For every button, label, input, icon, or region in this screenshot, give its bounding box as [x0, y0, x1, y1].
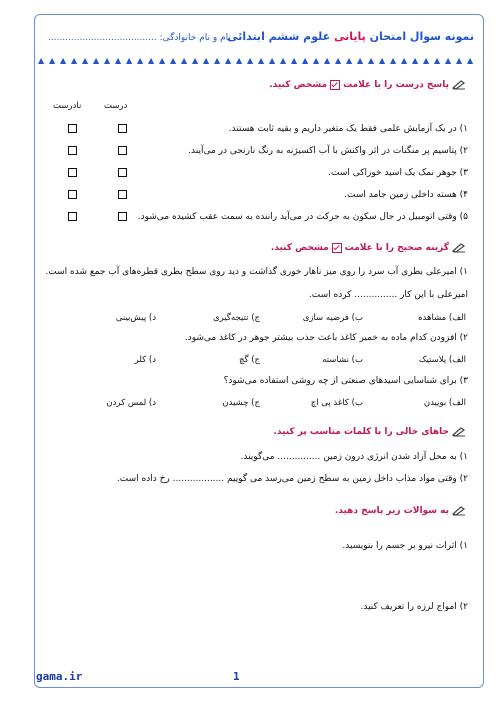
- pen-icon: [452, 505, 466, 516]
- page-frame: [34, 14, 484, 688]
- arrow-glyph: ▲: [412, 56, 419, 65]
- arrow-glyph: ▲: [346, 56, 353, 65]
- arrow-glyph: ▲: [104, 56, 111, 65]
- arrow-divider: [38, 56, 480, 72]
- arrow-glyph: ▲: [258, 56, 265, 65]
- tf-item-1: ۱) در یک آزمایش علمی فقط یک متغیر داریم و بقیه ثابت هستند.: [228, 124, 468, 134]
- arrow-glyph: ▲: [148, 56, 155, 65]
- option[interactable]: ج) چشیدن: [222, 398, 260, 408]
- column-false-label: نادرست: [53, 101, 82, 111]
- arrow-glyph: ▲: [170, 56, 177, 65]
- option[interactable]: ب) کاغذ پی اچ: [310, 398, 363, 408]
- arrow-glyph: ▲: [225, 56, 232, 65]
- page-title: نمونه سوال امتحان پایانی علوم ششم ابتدائی: [227, 30, 474, 43]
- section-heading-end: مشخص کنید.: [270, 242, 329, 253]
- arrow-glyph: ▲: [126, 56, 133, 65]
- arrow-glyph: ▲: [401, 56, 408, 65]
- true-checkbox[interactable]: [118, 146, 127, 155]
- tf-item-5: ۵) وقتی اتومبیل در حال سکون به حرکت در می‌آید راننده به سمت عقب کشیده می‌شود.: [137, 212, 468, 222]
- tf-item-2: ۲) پتاسیم پر منگنات در اثر واکنش با آب اکسیژنه به رنگ نارنجی در می‌آیند.: [188, 146, 468, 156]
- answer-question-2: ۲) امواج لرزه را تعریف کنید.: [360, 602, 468, 612]
- tf-item-3: ۳) جوهر نمک یک اسید خوراکی است.: [328, 168, 468, 178]
- tf-item-4: ۴) هسته داخلی زمین جامد است.: [344, 190, 468, 200]
- pen-icon: [452, 426, 466, 437]
- arrow-glyph: ▲: [324, 56, 331, 65]
- option[interactable]: الف) بوییدن: [423, 398, 466, 408]
- arrow-glyph: ▲: [423, 56, 430, 65]
- mc-question-2: ۲) افزودن کدام ماده به خمیر کاغذ باعث جذب بیشتر جوهر در کاغذ می‌شود.: [184, 333, 468, 343]
- arrow-glyph: ▲: [368, 56, 375, 65]
- false-checkbox[interactable]: [68, 190, 77, 199]
- mc-question-3: ۳) برای شناسایی اسیدهای صنعتی از چه روشی استفاده می‌شود؟: [223, 376, 468, 386]
- section-heading-end: مشخص کنید.: [269, 79, 328, 90]
- section-heading-text: پاسخ درست را با علامت: [343, 79, 449, 90]
- option[interactable]: الف) مشاهده: [418, 313, 466, 323]
- arrow-glyph: ▲: [434, 56, 441, 65]
- true-checkbox[interactable]: [118, 168, 127, 177]
- arrow-glyph: ▲: [137, 56, 144, 65]
- section-heading-text: جاهای خالی را با کلمات مناسب پر کنید.: [273, 426, 449, 437]
- true-checkbox[interactable]: [118, 124, 127, 133]
- arrow-glyph: ▲: [445, 56, 452, 65]
- arrow-glyph: ▲: [214, 56, 221, 65]
- blank-item-2: ۲) وقتی مواد مذاب داخل زمین به سطح زمین می‌رسد می گوییم .................. رخ داده است.: [116, 474, 468, 484]
- section-heading-fill-blanks: [273, 426, 466, 437]
- checkmark-icon: [330, 80, 340, 90]
- arrow-glyph: ▲: [192, 56, 199, 65]
- option[interactable]: د) کلر: [134, 355, 156, 365]
- false-checkbox[interactable]: [68, 212, 77, 221]
- arrow-glyph: ▲: [60, 56, 67, 65]
- blank-item-1: ۱) به محل آزاد شدن انرژی درون زمین ............... می‌گویند.: [240, 452, 468, 462]
- option[interactable]: الف) پلاستیک: [418, 355, 466, 365]
- section-heading-true-false: [269, 79, 466, 90]
- option[interactable]: ب) نشاسته: [322, 355, 363, 365]
- answer-question-1: ۱) اثرات نیرو بر جسم را بنویسید.: [342, 541, 468, 551]
- option[interactable]: ج) نتیجه‌گیری: [213, 313, 260, 323]
- pen-icon: [452, 79, 466, 90]
- arrow-glyph: ▲: [467, 56, 474, 65]
- arrow-glyph: ▲: [236, 56, 243, 65]
- column-true-label: درست: [104, 101, 128, 111]
- arrow-glyph: ▲: [390, 56, 397, 65]
- section-heading-answer: [335, 505, 466, 516]
- footer-site: gama.ir: [36, 670, 83, 683]
- mc-question-1: ۱) امیرعلی بطری آب سرد را روی میز ناهار خوری گذاشت و دید روی سطح بطری قطره‌های آب جمع شده است.: [45, 267, 468, 277]
- arrow-glyph: ▲: [280, 56, 287, 65]
- section-heading-text: گزینه صحیح را با علامت: [344, 242, 449, 253]
- false-checkbox[interactable]: [68, 168, 77, 177]
- arrow-glyph: ▲: [181, 56, 188, 65]
- student-name-field[interactable]: نام و نام خانوادگی: ......................................: [48, 33, 231, 43]
- section-heading-text: به سوالات زیر پاسخ دهید.: [334, 505, 449, 516]
- arrow-glyph: ▲: [269, 56, 276, 65]
- arrow-glyph: ▲: [357, 56, 364, 65]
- option[interactable]: ب) فرضیه سازی: [302, 313, 363, 323]
- true-checkbox[interactable]: [118, 190, 127, 199]
- false-checkbox[interactable]: [68, 146, 77, 155]
- checkmark-icon: [332, 243, 342, 253]
- arrow-glyph: ▲: [82, 56, 89, 65]
- arrow-glyph: ▲: [38, 56, 45, 65]
- false-checkbox[interactable]: [68, 124, 77, 133]
- true-checkbox[interactable]: [118, 212, 127, 221]
- page-number: 1: [233, 670, 240, 683]
- option[interactable]: د) پیش‌بینی: [115, 313, 156, 323]
- arrow-glyph: ▲: [302, 56, 309, 65]
- arrow-glyph: ▲: [93, 56, 100, 65]
- arrow-glyph: ▲: [71, 56, 78, 65]
- mc-question-1-cont: امیرعلی با این کار ............... کرده است.: [308, 290, 468, 300]
- arrow-glyph: ▲: [456, 56, 463, 65]
- arrow-glyph: ▲: [313, 56, 320, 65]
- arrow-glyph: ▲: [49, 56, 56, 65]
- arrow-glyph: ▲: [291, 56, 298, 65]
- option[interactable]: د) لمس کردن: [106, 398, 156, 408]
- pen-icon: [452, 242, 466, 253]
- arrow-glyph: ▲: [115, 56, 122, 65]
- arrow-glyph: ▲: [203, 56, 210, 65]
- arrow-glyph: ▲: [335, 56, 342, 65]
- option[interactable]: ج) گچ: [238, 355, 260, 365]
- section-heading-multiple-choice: [271, 242, 466, 253]
- arrow-glyph: ▲: [247, 56, 254, 65]
- arrow-glyph: ▲: [159, 56, 166, 65]
- arrow-glyph: ▲: [379, 56, 386, 65]
